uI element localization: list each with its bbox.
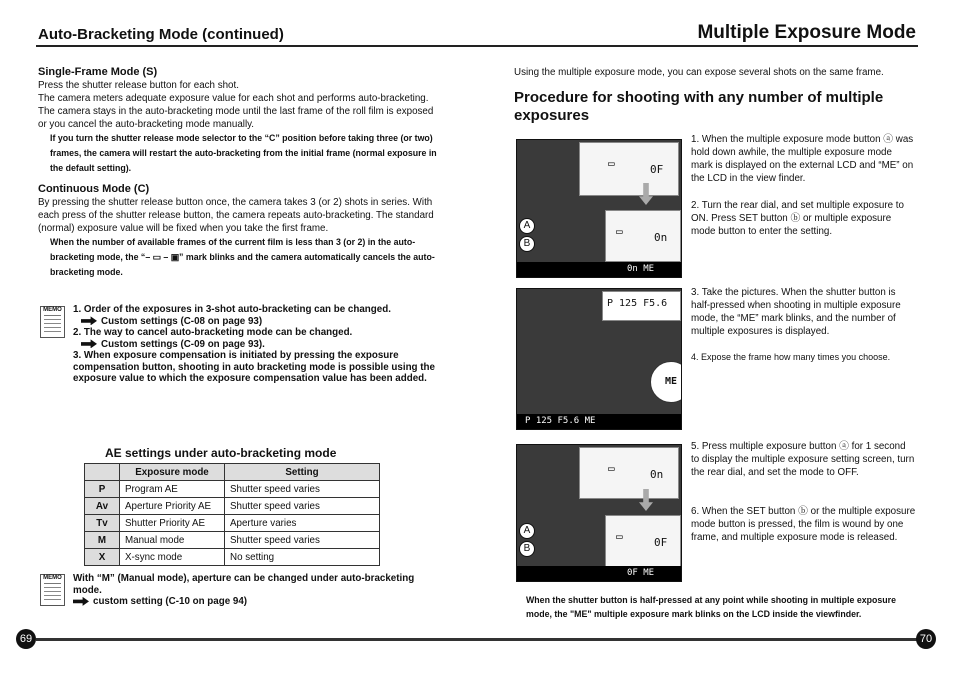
lcd-value: 0F xyxy=(654,536,668,549)
header-rule xyxy=(36,45,918,47)
table-cell: Av xyxy=(85,498,120,515)
memo-icon xyxy=(40,306,65,338)
memo2-text: With “M” (Manual mode), aperture can be changed under auto-bracketing mode. xyxy=(73,573,415,596)
table-row xyxy=(85,481,380,498)
memo2-ref-row xyxy=(73,596,443,608)
continuous-note: When the number of available frames of the current film is less than 3 (or 2) in the auto-bracketing mode, the “– ▭ – ▣” mark blinks and the camera automatically cancels the auto-bracketing mode. xyxy=(50,237,435,277)
table-cell: P xyxy=(85,481,120,498)
memo-item-2-ref: Custom settings (C-09 on page 93). xyxy=(101,338,265,350)
ae-settings-table xyxy=(84,463,380,566)
table-cell: Program AE xyxy=(120,481,225,498)
lcd-value: P 125 F5.6 xyxy=(607,298,668,309)
label-a: A xyxy=(519,218,535,234)
me-bubble: ME xyxy=(650,361,682,403)
camera-photo-a xyxy=(516,139,682,278)
label-b: B xyxy=(519,541,535,557)
external-lcd-top: ▭ 0n xyxy=(579,447,679,499)
external-lcd-bottom: ▭ 0n xyxy=(605,210,681,262)
arrow-icon xyxy=(81,339,97,348)
memo-list xyxy=(73,304,443,385)
lcd-value: 0n xyxy=(654,231,668,244)
table-cell: X-sync mode xyxy=(120,549,225,566)
table-cell: Aperture Priority AE xyxy=(120,498,225,515)
table-row xyxy=(85,532,380,549)
memo-label: MEMO xyxy=(43,575,62,581)
memo-item-1-ref: Custom settings (C-08 on page 93) xyxy=(101,315,263,327)
table-cell: Aperture varies xyxy=(225,515,380,532)
step-5: 5. Press multiple exposure button ⓐ for 1 second to display the multiple exposure setting screen, turn the rear dial, and set the mode to OFF. xyxy=(691,441,915,478)
step-4: 4. Expose the frame how many times you choose. xyxy=(691,352,891,362)
table-cell: Shutter Priority AE xyxy=(120,515,225,532)
step-2: 2. Turn the rear dial, and set multiple exposure to ON. Press SET button ⓑ or multiple exposure mode button to enter the setting. xyxy=(691,200,904,237)
viewfinder-bar: 0n ME xyxy=(517,262,681,277)
memo-item-2: 2. The way to cancel auto-bracketing mode can be changed. xyxy=(73,327,353,338)
procedure-title: Procedure for shooting with any number of multiple exposures xyxy=(514,89,884,124)
single-frame-title: Single-Frame Mode (S) xyxy=(38,66,158,78)
table-row xyxy=(85,515,380,532)
table-cell: Shutter speed varies xyxy=(225,498,380,515)
lcd-value: 0n xyxy=(650,468,664,481)
table-row xyxy=(85,549,380,566)
memo2-ref: custom setting (C-10 on page 94) xyxy=(93,596,248,607)
table-title: AE settings under auto-bracketing mode xyxy=(105,446,337,460)
table-header: Setting xyxy=(225,464,380,481)
table-cell: Shutter speed varies xyxy=(225,481,380,498)
viewfinder-bar: P 125 F5.6 ME xyxy=(517,414,681,429)
single-frame-p2: The camera meters adequate exposure value for each shot and performs auto-bracketing. The camera stays in the auto-bracketing mode until the last frame of the roll film is exposed or you cancel the auto-bracketing mode manually. xyxy=(38,93,434,130)
table-row xyxy=(85,498,380,515)
step-1: 1. When the multiple exposure mode button ⓐ was hold down awhile, the multiple exposure mode mark is displayed on the external LCD and “ME” on the LCD in the view finder. xyxy=(691,134,914,184)
label-b: B xyxy=(519,236,535,252)
arrow-icon xyxy=(73,597,89,606)
intro-text: Using the multiple exposure mode, you can expose several shots on the same frame. xyxy=(514,67,884,78)
step-3: 3. Take the pictures. When the shutter button is half-pressed when shooting in multiple exposure mode, the “ME” mark blinks, and the number of multiple exposures is displayed. xyxy=(691,287,901,337)
left-column xyxy=(38,66,440,280)
memo-icon xyxy=(40,574,65,606)
page-number-left: 69 xyxy=(16,629,36,649)
memo-item-1-ref-row xyxy=(73,316,443,328)
memo-item-3: 3. When exposure compensation is initiated by pressing the exposure compensation button, shooting in auto bracketing mode is possible using the exposure value to which the exposure compensation value has been added. xyxy=(73,350,435,384)
right-page-header: Multiple Exposure Mode xyxy=(697,22,916,43)
single-frame-p1: Press the shutter release button for each shot. xyxy=(38,80,239,91)
camera-photo-c xyxy=(516,444,682,582)
label-a: A xyxy=(519,523,535,539)
lcd-value: 0F xyxy=(650,163,664,176)
external-lcd-top: ▭ 0F xyxy=(579,142,679,196)
bottom-note: When the shutter button is half-pressed at any point while shooting in multiple exposure mode, the "ME" multiple exposure mark blinks on the LCD inside the viewfinder. xyxy=(526,595,896,619)
memo-item-1: 1. Order of the exposures in 3-shot auto-bracketing can be changed. xyxy=(73,304,391,315)
table-header xyxy=(85,464,120,481)
memo-item-2-ref-row xyxy=(73,339,443,351)
continuous-p1: By pressing the shutter release button once, the camera takes 3 (or 2) shots in series. With each press of the shutter release button, the camera repeats auto-bracketing. The standard (normal) exposure value will be fixed when you take the first frame. xyxy=(38,197,434,234)
memo-label: MEMO xyxy=(43,307,62,313)
table-header: Exposure mode xyxy=(120,464,225,481)
external-lcd-bottom: ▭ 0F xyxy=(605,515,681,567)
memo2 xyxy=(73,573,443,608)
external-lcd-top xyxy=(602,291,681,321)
table-cell: M xyxy=(85,532,120,549)
step-6: 6. When the SET button ⓑ or the multiple exposure mode button is pressed, the film is wound by one frame, and multiple exposure mode is released. xyxy=(691,506,916,543)
table-cell: No setting xyxy=(225,549,380,566)
viewfinder-bar: 0F ME xyxy=(517,566,681,581)
table-cell: Manual mode xyxy=(120,532,225,549)
page-number-right: 70 xyxy=(916,629,936,649)
continuous-title: Continuous Mode (C) xyxy=(38,183,150,195)
single-frame-note: If you turn the shutter release mode selector to the “C” position before taking three (or two) frames, the camera will restart the auto-bracketing from the initial frame (normal exposure in the default setting). xyxy=(50,133,437,173)
arrow-icon xyxy=(81,316,97,325)
table-cell: Shutter speed varies xyxy=(225,532,380,549)
footer-rule xyxy=(36,638,918,641)
left-page-header: Auto-Bracketing Mode (continued) xyxy=(38,26,284,43)
table-cell: Tv xyxy=(85,515,120,532)
table-cell: X xyxy=(85,549,120,566)
camera-photo-b xyxy=(516,288,682,430)
